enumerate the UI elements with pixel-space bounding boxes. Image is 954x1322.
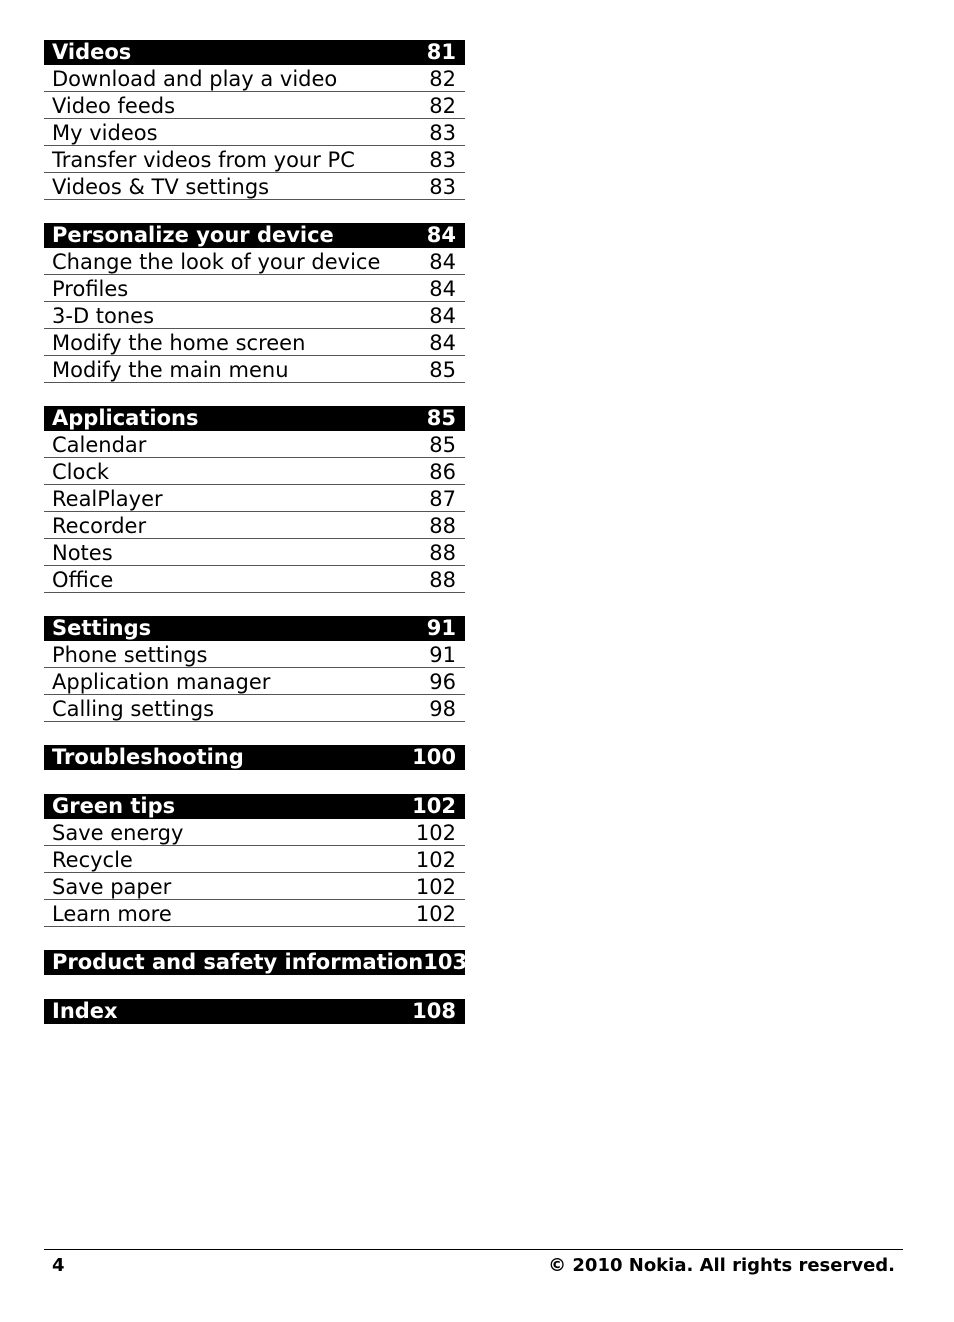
toc-entry-label: Calling settings <box>52 697 215 721</box>
toc-entry-label: Notes <box>52 541 113 565</box>
toc-section <box>44 406 465 593</box>
toc-entry[interactable] <box>44 900 465 927</box>
toc-entry-page: 98 <box>429 697 456 721</box>
toc-entry-page: 83 <box>429 121 456 145</box>
toc-entry-label: RealPlayer <box>52 487 163 511</box>
toc-section-page: 81 <box>426 40 456 64</box>
toc-entry-label: Recorder <box>52 514 147 538</box>
toc-entry-page: 85 <box>429 433 456 457</box>
toc-entry[interactable] <box>44 302 465 329</box>
toc-section-title: Troubleshooting <box>52 745 244 769</box>
toc-entry[interactable] <box>44 873 465 900</box>
toc-entry[interactable] <box>44 819 465 846</box>
toc-entry-page: 86 <box>429 460 456 484</box>
toc-section-header[interactable] <box>44 616 465 641</box>
toc-entry[interactable] <box>44 431 465 458</box>
toc-entry-label: Video feeds <box>52 94 176 118</box>
toc-entry-page: 82 <box>429 67 456 91</box>
footer-page-number: 4 <box>52 1255 65 1276</box>
toc-entry-label: Modify the home screen <box>52 331 306 355</box>
toc-section <box>44 616 465 722</box>
toc-entry[interactable] <box>44 485 465 512</box>
toc-entry-page: 85 <box>429 358 456 382</box>
toc-entry-label: My videos <box>52 121 158 145</box>
toc-entry[interactable] <box>44 65 465 92</box>
toc-section-page: 84 <box>426 223 456 247</box>
toc-section-header[interactable] <box>44 950 468 975</box>
toc-section-title: Personalize your device <box>52 223 334 247</box>
toc-entry[interactable] <box>44 248 465 275</box>
toc-section <box>44 999 465 1024</box>
toc-section-title: Settings <box>52 616 152 640</box>
toc-entry-page: 83 <box>429 148 456 172</box>
toc-entry[interactable] <box>44 641 465 668</box>
toc-entry[interactable] <box>44 119 465 146</box>
toc-section-header[interactable] <box>44 999 465 1024</box>
toc-entry-page: 91 <box>429 643 456 667</box>
toc-entry-page: 84 <box>429 304 456 328</box>
toc-entry[interactable] <box>44 329 465 356</box>
toc-section-page: 108 <box>412 999 456 1023</box>
toc-entry-page: 82 <box>429 94 456 118</box>
toc-section-header[interactable] <box>44 406 465 431</box>
toc-section-title: Green tips <box>52 794 176 818</box>
toc-entry[interactable] <box>44 512 465 539</box>
toc-entry-label: Save energy <box>52 821 184 845</box>
page-footer <box>44 1249 903 1278</box>
toc-entry[interactable] <box>44 695 465 722</box>
toc-section-header[interactable] <box>44 40 465 65</box>
toc-entry[interactable] <box>44 539 465 566</box>
toc-entry[interactable] <box>44 92 465 119</box>
toc-section-page: 100 <box>412 745 456 769</box>
toc-entry-label: Clock <box>52 460 110 484</box>
toc-entry-label: Modify the main menu <box>52 358 289 382</box>
toc-entry-label: Phone settings <box>52 643 208 667</box>
toc-entry-page: 84 <box>429 277 456 301</box>
toc-entry-label: Profiles <box>52 277 129 301</box>
toc-section <box>44 40 465 200</box>
toc-entry[interactable] <box>44 356 465 383</box>
toc-section <box>44 745 465 770</box>
toc-entry[interactable] <box>44 846 465 873</box>
toc-section <box>44 950 468 975</box>
toc-entry[interactable] <box>44 566 465 593</box>
toc-entry-label: Transfer videos from your PC <box>52 148 355 172</box>
toc-entry-page: 88 <box>429 514 456 538</box>
toc-entry-page: 84 <box>429 331 456 355</box>
toc-entry-label: 3-D tones <box>52 304 155 328</box>
toc-entry-page: 102 <box>415 902 456 926</box>
toc-section-title: Product and safety information <box>52 950 424 974</box>
toc-entry-page: 102 <box>415 848 456 872</box>
toc-entry-page: 88 <box>429 568 456 592</box>
toc-entry-label: Office <box>52 568 114 592</box>
toc-entry[interactable] <box>44 458 465 485</box>
toc-entry[interactable] <box>44 146 465 173</box>
toc-section-page: 91 <box>426 616 456 640</box>
toc-section-title: Index <box>52 999 118 1023</box>
toc-section-header[interactable] <box>44 745 465 770</box>
toc-section-header[interactable] <box>44 223 465 248</box>
toc-section-page: 103 <box>423 950 468 974</box>
toc-entry-page: 102 <box>415 821 456 845</box>
toc-entry-label: Calendar <box>52 433 147 457</box>
toc-section-page: 102 <box>412 794 456 818</box>
toc-section-page: 85 <box>426 406 456 430</box>
toc-entry-label: Videos & TV settings <box>52 175 270 199</box>
toc-entry[interactable] <box>44 173 465 200</box>
toc-section-title: Videos <box>52 40 132 64</box>
toc-entry-page: 96 <box>429 670 456 694</box>
toc-entry-page: 88 <box>429 541 456 565</box>
toc-section-header[interactable] <box>44 794 465 819</box>
toc-entry-page: 102 <box>415 875 456 899</box>
toc-entry-page: 87 <box>429 487 456 511</box>
toc-entry-label: Recycle <box>52 848 133 872</box>
toc-entry-page: 83 <box>429 175 456 199</box>
toc-entry-page: 84 <box>429 250 456 274</box>
toc-entry-label: Download and play a video <box>52 67 338 91</box>
toc-section <box>44 223 465 383</box>
toc-entry-label: Learn more <box>52 902 172 926</box>
toc-entry[interactable] <box>44 668 465 695</box>
toc-entry-label: Save paper <box>52 875 172 899</box>
toc-section <box>44 794 465 927</box>
toc-entry-label: Application manager <box>52 670 271 694</box>
footer-copyright: © 2010 Nokia. All rights reserved. <box>548 1255 895 1276</box>
toc-entry[interactable] <box>44 275 465 302</box>
table-of-contents <box>44 40 468 1048</box>
toc-section-title: Applications <box>52 406 199 430</box>
toc-entry-label: Change the look of your device <box>52 250 381 274</box>
footer-row <box>44 1250 903 1278</box>
